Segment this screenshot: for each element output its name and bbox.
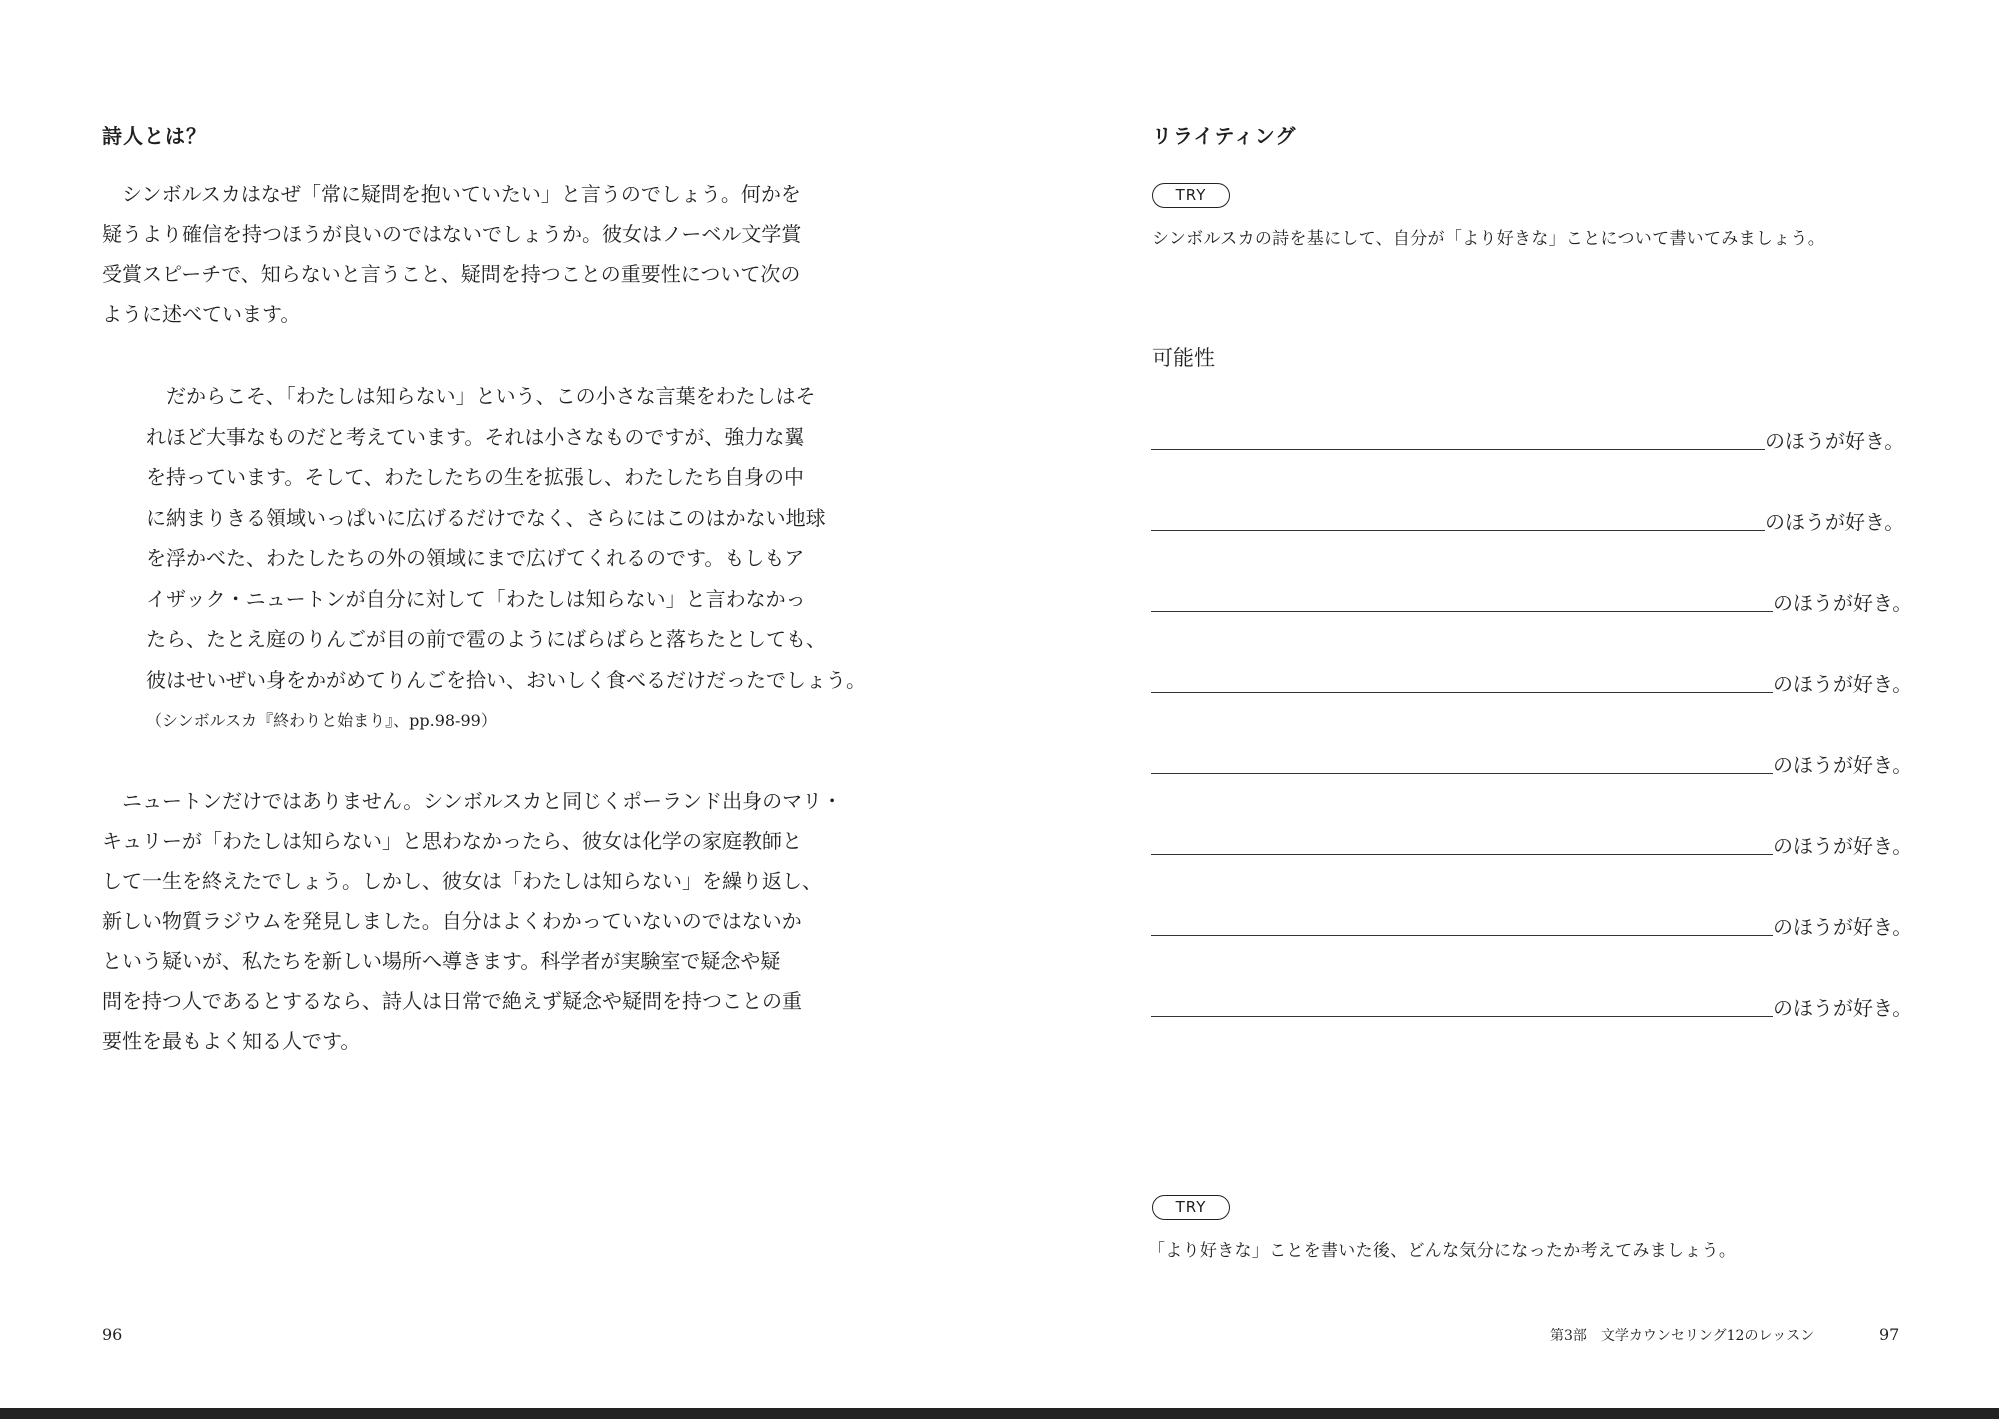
fill-in-line[interactable] — [1151, 420, 1911, 453]
line-suffix: のほうが好き。 — [1773, 915, 1913, 939]
blank-underline[interactable] — [1151, 1016, 1773, 1017]
text-line: 疑うより確信を持つほうが良いのではないでしょうか。彼女はノーベル文学賞 — [102, 222, 802, 246]
try-badge: TRY — [1152, 183, 1230, 208]
fill-in-line[interactable] — [1151, 825, 1913, 858]
block-quote — [146, 376, 866, 700]
intro-paragraph — [102, 174, 801, 334]
text-line: シンボルスカはなぜ「常に疑問を抱いていたい」と言うのでしょう。何かを — [102, 182, 801, 206]
blank-underline[interactable] — [1151, 773, 1773, 774]
quote-line: だからこそ、「わたしは知らない」という、この小さな言葉をわたしはそ — [146, 384, 816, 408]
quote-line: れほど大事なものだと考えています。それは小さなものですが、強力な翼 — [146, 424, 805, 449]
fill-in-line[interactable] — [1151, 906, 1913, 939]
page-number: 96 — [102, 1325, 123, 1344]
left-page — [0, 0, 999, 1408]
bottom-edge-bar — [0, 1408, 1999, 1419]
fill-in-line[interactable] — [1151, 501, 1911, 534]
page-number: 97 — [1879, 1325, 1900, 1344]
try-prompt: 「より好きな」ことを書いた後、どんな気分になったか考えてみましょう。 — [1148, 1241, 1737, 1261]
line-suffix: のほうが好き。 — [1773, 591, 1913, 615]
text-line: ように述べています。 — [102, 302, 301, 326]
blank-underline[interactable] — [1151, 449, 1765, 450]
blank-underline[interactable] — [1151, 692, 1773, 693]
closing-paragraph — [102, 781, 842, 1061]
text-line: して一生を終えたでしょう。しかし、彼女は「わたしは知らない」を繰り返し、 — [102, 869, 822, 893]
poem-title: 可能性 — [1152, 346, 1215, 370]
fill-in-line[interactable] — [1151, 744, 1913, 777]
text-line: キュリーが「わたしは知らない」と思わなかったら、彼女は化学の家庭教師と — [102, 829, 802, 853]
section-heading: 詩人とは？ — [102, 124, 207, 148]
line-suffix: のほうが好き。 — [1773, 672, 1913, 696]
line-suffix: のほうが好き。 — [1765, 429, 1905, 453]
fill-in-line[interactable] — [1151, 663, 1913, 696]
quote-line: を浮かべた、わたしたちの外の領域にまで広げてくれるのです。もしもア — [146, 546, 805, 570]
text-line: という疑いが、私たちを新しい場所へ導きます。科学者が実験室で疑念や疑 — [102, 949, 781, 973]
blank-underline[interactable] — [1151, 611, 1773, 612]
text-line: 受賞スピーチで、知らないと言うこと、疑問を持つことの重要性について次の — [102, 262, 801, 286]
fill-in-line[interactable] — [1151, 987, 1913, 1020]
try-badge: TRY — [1152, 1195, 1230, 1220]
text-line: 新しい物質ラジウムを発見しました。自分はよくわかっていないのではないか — [102, 909, 802, 933]
line-suffix: のほうが好き。 — [1765, 510, 1905, 534]
line-suffix: のほうが好き。 — [1773, 996, 1913, 1020]
quote-line: に納まりきる領域いっぱいに広げるだけでなく、さらにはこのはかない地球 — [146, 505, 826, 530]
quote-line: 彼はせいぜい身をかがめてりんごを拾い、おいしく食べるだけだったでしょう。 — [146, 667, 866, 692]
text-line: ニュートンだけではありません。シンボルスカと同じくポーランド出身のマリ・ — [102, 789, 843, 813]
blank-underline[interactable] — [1151, 935, 1773, 936]
try-prompt: シンボルスカの詩を基にして、自分が「より好きな」ことについて書いてみましょう。 — [1152, 229, 1826, 249]
quote-line: イザック・ニュートンが自分に対して「わたしは知らない」と言わなかっ — [146, 586, 806, 611]
fill-in-line[interactable] — [1151, 582, 1913, 615]
running-head: 第3部 文学カウンセリング12のレッスン — [1550, 1328, 1815, 1344]
right-page — [999, 0, 1999, 1408]
line-suffix: のほうが好き。 — [1773, 753, 1913, 777]
quote-citation: （シンボルスカ『終わりと始まり』、pp.98-99） — [146, 711, 497, 730]
text-line: 問を持つ人であるとするなら、詩人は日常で絶えず疑念や疑問を持つことの重 — [102, 989, 802, 1013]
text-line: 要性を最もよく知る人です。 — [102, 1029, 361, 1053]
quote-line: を持っています。そして、わたしたちの生を拡張し、わたしたち自身の中 — [146, 465, 804, 489]
quote-line: たら、たとえ庭のりんごが目の前で雹のようにばらばらと落ちたとしても、 — [146, 627, 826, 651]
section-heading: リライティング — [1152, 124, 1297, 148]
blank-underline[interactable] — [1151, 854, 1773, 855]
blank-underline[interactable] — [1151, 530, 1765, 531]
line-suffix: のほうが好き。 — [1773, 834, 1913, 858]
